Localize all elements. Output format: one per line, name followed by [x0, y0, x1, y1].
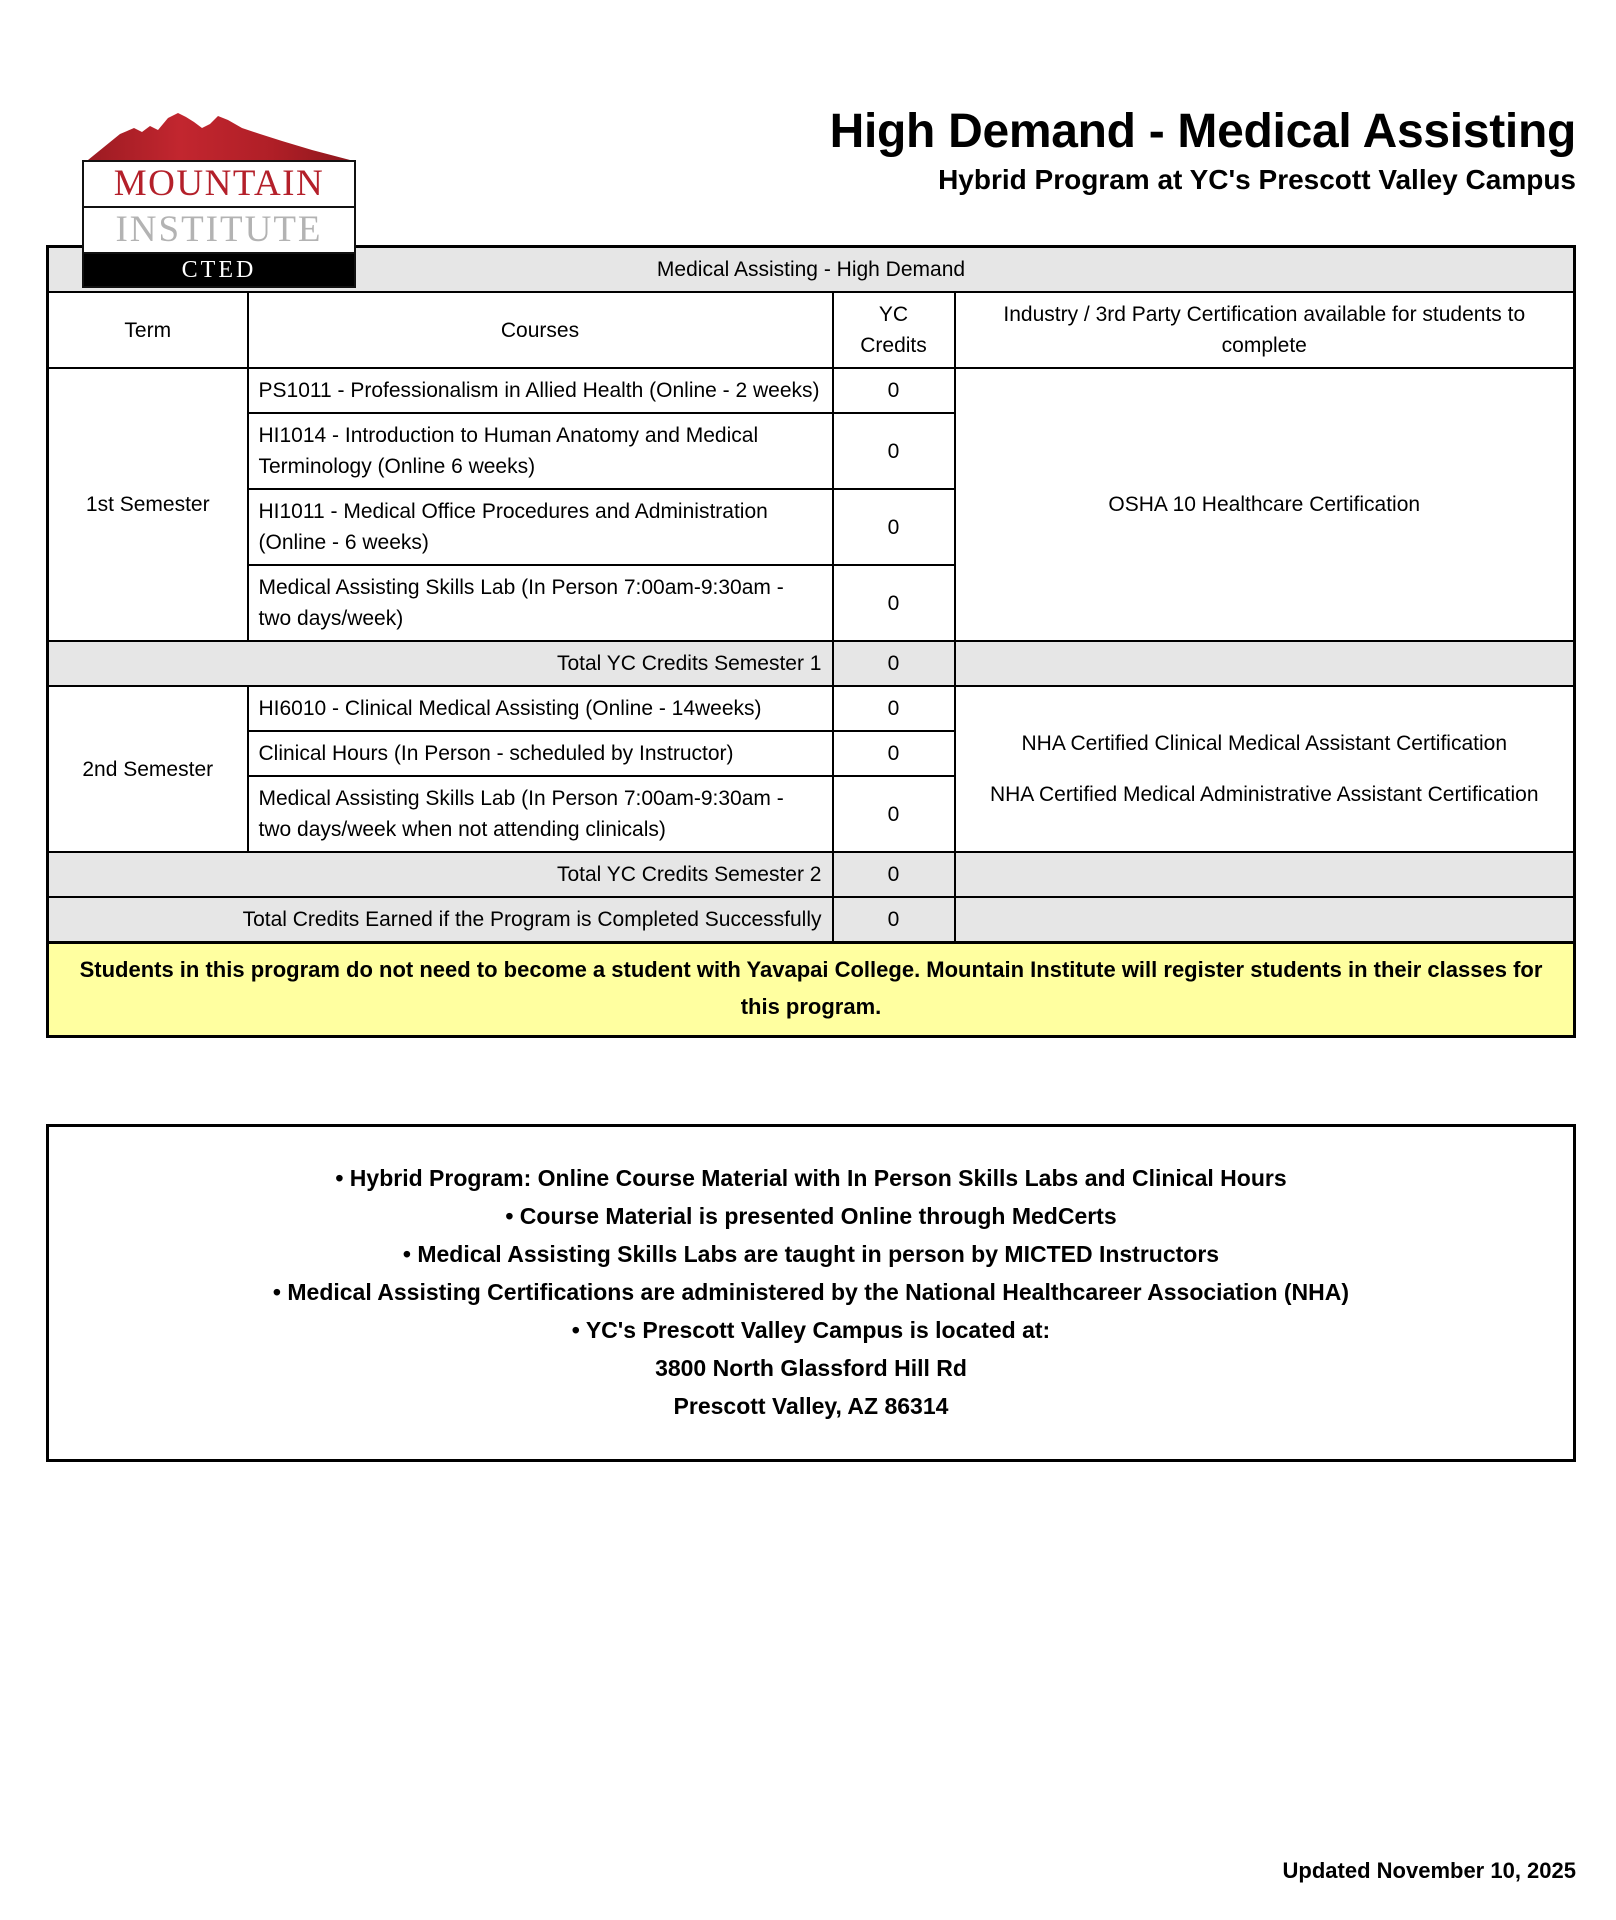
total-row-grand: [48, 897, 1575, 943]
logo-line-institute: INSTITUTE: [84, 208, 354, 254]
course-cell: Medical Assisting Skills Lab (In Person 7:00am-9:30am - two days/week when not attending clinicals): [248, 776, 833, 852]
credits-cell: 0: [833, 489, 955, 565]
table-row: [48, 686, 1575, 731]
page-title: High Demand - Medical Assisting: [829, 105, 1576, 158]
credits-cell: 0: [833, 731, 955, 776]
enrollment-note: Students in this program do not need to become a student with Yavapai College. Mountain Institute will register students in their classes for this program.: [46, 944, 1576, 1038]
credits-cell: 0: [833, 565, 955, 641]
total-blank-cell: [955, 641, 1575, 686]
program-info-box: [46, 1124, 1576, 1462]
logo-line-mountain: MOUNTAIN: [84, 162, 354, 208]
info-line: • Medical Assisting Skills Labs are taught in person by MICTED Instructors: [402, 1241, 1220, 1267]
info-line: • Course Material is presented Online through MedCerts: [505, 1203, 1117, 1229]
info-line: • YC's Prescott Valley Campus is located at:: [571, 1317, 1051, 1343]
course-cell: Clinical Hours (In Person - scheduled by Instructor): [248, 731, 833, 776]
certification-spacer: [966, 759, 1564, 779]
total-blank-cell: [955, 852, 1575, 897]
course-cell: PS1011 - Professionalism in Allied Health (Online - 2 weeks): [248, 368, 833, 413]
program-table-wrapper: [46, 245, 1576, 944]
campus-address-city: Prescott Valley, AZ 86314: [673, 1393, 949, 1419]
certification-cell-semester1: OSHA 10 Healthcare Certification: [955, 368, 1575, 641]
course-cell: Medical Assisting Skills Lab (In Person 7:00am-9:30am - two days/week): [248, 565, 833, 641]
grand-total-label: Total Credits Earned if the Program is Completed Successfully: [48, 897, 833, 943]
total-label-semester1: Total YC Credits Semester 1: [48, 641, 833, 686]
certification-line-2: NHA Certified Medical Administrative Assistant Certification: [989, 783, 1539, 806]
campus-address-street: 3800 North Glassford Hill Rd: [655, 1355, 967, 1381]
course-cell: HI1011 - Medical Office Procedures and Administration (Online - 6 weeks): [248, 489, 833, 565]
total-blank-cell: [955, 897, 1575, 943]
program-table: [46, 245, 1576, 944]
credits-cell: 0: [833, 413, 955, 489]
info-line: • Medical Assisting Certifications are administered by the National Healthcareer Association (NHA): [272, 1279, 1350, 1305]
course-cell: HI1014 - Introduction to Human Anatomy and Medical Terminology (Online 6 weeks): [248, 413, 833, 489]
logo-text-box: [82, 160, 356, 288]
mountain-institute-logo: [82, 108, 356, 288]
column-header-certification: Industry / 3rd Party Certification available for students to complete: [955, 292, 1575, 368]
logo-line-cted: CTED: [84, 254, 354, 286]
info-line: • Hybrid Program: Online Course Material with In Person Skills Labs and Clinical Hours: [335, 1165, 1287, 1191]
total-label-semester2: Total YC Credits Semester 2: [48, 852, 833, 897]
credits-cell: 0: [833, 776, 955, 852]
table-header-row: [48, 292, 1575, 368]
credits-cell: 0: [833, 368, 955, 413]
certification-line-1: NHA Certified Clinical Medical Assistant Certification: [1021, 732, 1507, 755]
column-header-credits: YC Credits: [833, 292, 955, 368]
credits-cell: 0: [833, 686, 955, 731]
column-header-term: Term: [48, 292, 248, 368]
total-value-semester1: 0: [833, 641, 955, 686]
updated-date: Updated November 10, 2025: [1282, 1858, 1576, 1883]
grand-total-value: 0: [833, 897, 955, 943]
page-subtitle: Hybrid Program at YC's Prescott Valley Campus: [938, 164, 1576, 195]
total-row-semester2: [48, 852, 1575, 897]
term-cell-semester1: 1st Semester: [48, 368, 248, 641]
total-row-semester1: [48, 641, 1575, 686]
term-cell-semester2: 2nd Semester: [48, 686, 248, 852]
total-value-semester2: 0: [833, 852, 955, 897]
course-cell: HI6010 - Clinical Medical Assisting (Online - 14weeks): [248, 686, 833, 731]
column-header-courses: Courses: [248, 292, 833, 368]
table-banner-title: Medical Assisting - High Demand: [48, 247, 1575, 293]
mountain-peak-icon: [82, 108, 356, 160]
certification-cell-semester2: [955, 686, 1575, 852]
table-row: [48, 368, 1575, 413]
